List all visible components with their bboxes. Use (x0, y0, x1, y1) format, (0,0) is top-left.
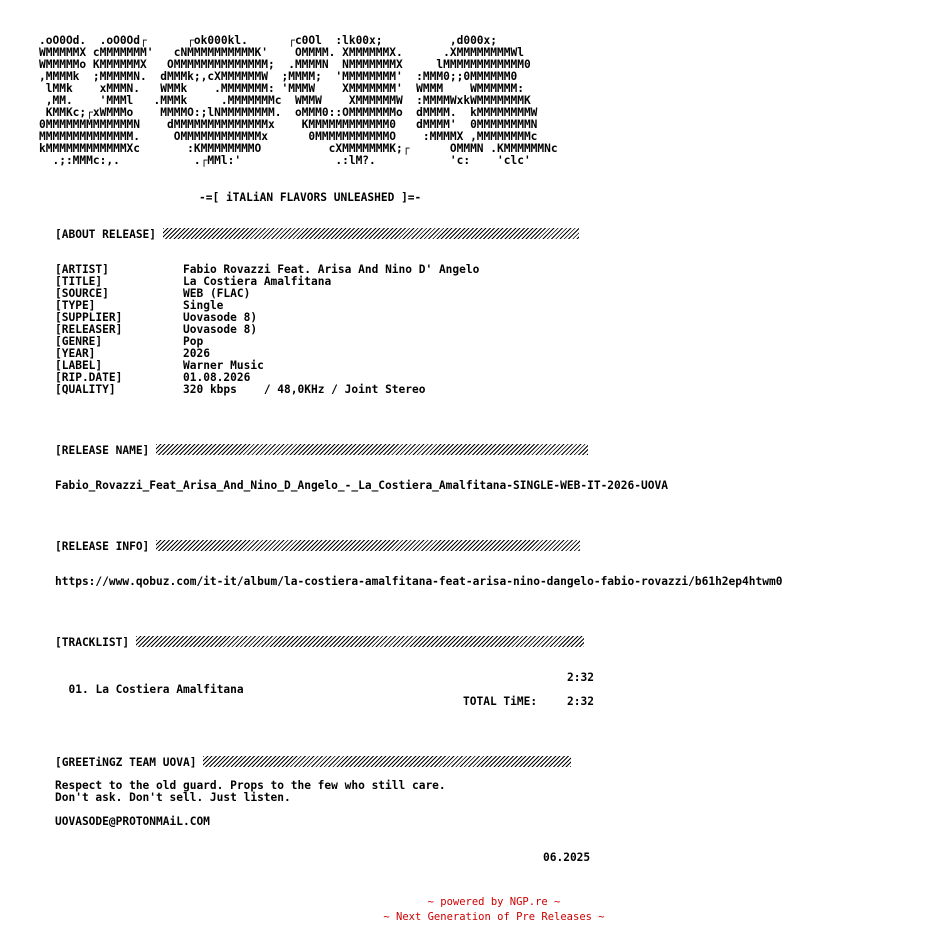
about-key: [GENRE] (55, 335, 103, 348)
about-value: Uovasode 8) (183, 311, 258, 324)
release-info-url[interactable]: https://www.qobuz.com/it-it/album/la-costiera-amalfitana-feat-arisa-nino-dangelo-fabio-rovazzi/b61h2ep4htwm0 (55, 575, 783, 588)
ascii-art-line: .;:MMMc:,. .┌MMl:' .:lM?. 'c: 'clc' (39, 154, 531, 167)
ascii-art-line: WMMMMMX cMMMMMMM' cNMMMMMMMMMMK' OMMMM. XMMMMMMX. .XMMMMMMMMWl (39, 46, 524, 59)
about-value: Pop (183, 335, 204, 348)
ascii-art-line: ,MMMMk ;MMMMMN. dMMMk;,cXMMMMMMW ;MMMM; 'MMMMMMMM' :MMM0;;0MMMMMM0 (39, 70, 518, 83)
track-number: 01. (68, 683, 89, 696)
total-time-label: TOTAL TiME: (463, 695, 538, 708)
greeting-line: Respect to the old guard. Props to the few who still care. (55, 779, 446, 792)
ascii-art-line: ,MM. 'MMMl .MMMk .MMMMMMMc WMMW XMMMMMMW :MMMMWxkWMMMMMMMK (39, 94, 531, 107)
section-divider-bar (163, 228, 579, 239)
about-value: 2026 (183, 347, 210, 360)
footer-powered-by[interactable]: ~ powered by NGP.re ~ (427, 896, 561, 908)
about-value: Single (183, 299, 224, 312)
contact-email[interactable]: UOVASODE@PROTONMAiL.COM (55, 815, 210, 828)
about-key: [LABEL] (55, 359, 103, 372)
section-release-info-header (55, 540, 580, 553)
about-value: Uovasode 8) (183, 323, 258, 336)
section-about-title: [ABOUT RELEASE] (55, 228, 157, 241)
track-duration: 2:32 (567, 671, 594, 684)
track-row (55, 672, 244, 696)
about-key: [TITLE] (55, 275, 103, 288)
about-key: [RELEASER] (55, 323, 123, 336)
about-value: 320 kbps / 48,0KHz / Joint Stereo (183, 383, 426, 396)
section-divider-bar (136, 636, 584, 647)
ascii-art-line: KMMKc;┌xWMMMo MMMMO:;lNMMMMMMMM. oMMM0::OMMMMMMMo dMMMM. kMMMMMMMMW (39, 106, 538, 119)
track-title: La Costiera Amalfitana (95, 683, 244, 696)
about-key: [ARTIST] (55, 263, 109, 276)
about-value: WEB (FLAC) (183, 287, 251, 300)
section-tracklist-header (55, 636, 584, 649)
ascii-art-line: 0MMMMMMMMMMMMMN dMMMMMMMMMMMMMMx KMMMMMMMMMMMM0 dMMMM' 0MMMMMMMMN (39, 118, 538, 131)
total-time-value: 2:32 (567, 695, 594, 708)
section-greetings-header (55, 756, 571, 769)
about-key: [RIP.DATE] (55, 371, 123, 384)
footer-tagline: ~ Next Generation of Pre Releases ~ (383, 911, 605, 923)
tagline: -=[ iTALiAN FLAVORS UNLEASHED ]=- (199, 191, 422, 204)
section-divider-bar (203, 756, 571, 767)
about-key: [TYPE] (55, 299, 96, 312)
ascii-art-line: kMMMMMMMMMMMMXc :KMMMMMMMMO cXMMMMMMMK;┌ OMMMN .KMMMMMMNc (39, 142, 558, 155)
section-release-info-title: [RELEASE INFO] (55, 540, 150, 553)
section-divider-bar (156, 540, 580, 551)
section-about-header (55, 228, 579, 241)
ascii-logo (39, 35, 558, 167)
about-value: Fabio Rovazzi Feat. Arisa And Nino D' Angelo (183, 263, 480, 276)
release-name: Fabio_Rovazzi_Feat_Arisa_And_Nino_D_Angelo_-_La_Costiera_Amalfitana-SINGLE-WEB-IT-2026-UOVA (55, 479, 668, 492)
section-tracklist-title: [TRACKLIST] (55, 636, 130, 649)
about-key: [QUALITY] (55, 383, 116, 396)
section-greetings-title: [GREETiNGZ TEAM UOVA] (55, 756, 197, 769)
ascii-art-line: .oO0Od. .oO0Od┌ ┌ok000kl. ┌c0Ol :lk00x; ,d000x; (39, 34, 498, 47)
ascii-art-line: WMMMMMo KMMMMMMX OMMMMMMMMMMMMMM; .MMMMN NMMMMMMMX lMMMMMMMMMMMM0 (39, 58, 531, 71)
about-value: Warner Music (183, 359, 264, 372)
ascii-art-line: MMMMMMMMMMMMMM. OMMMMMMMMMMMMx 0MMMMMMMMMMMO :MMMMX ,MMMMMMMMc (39, 130, 538, 143)
about-key: [SUPPLIER] (55, 311, 123, 324)
about-value: La Costiera Amalfitana (183, 275, 332, 288)
about-key: [YEAR] (55, 347, 96, 360)
section-divider-bar (156, 444, 588, 455)
about-row (55, 384, 425, 396)
section-release-name-title: [RELEASE NAME] (55, 444, 150, 457)
release-date: 06.2025 (543, 851, 591, 864)
about-value: 01.08.2026 (183, 371, 251, 384)
section-release-name-header (55, 444, 588, 457)
ascii-art-line: lMMk xMMMN. WMMk .MMMMMMM: 'MMMW XMMMMMMM' WMMM WMMMMMM: (39, 82, 524, 95)
about-key: [SOURCE] (55, 287, 109, 300)
greeting-line: Don't ask. Don't sell. Just listen. (55, 791, 291, 804)
